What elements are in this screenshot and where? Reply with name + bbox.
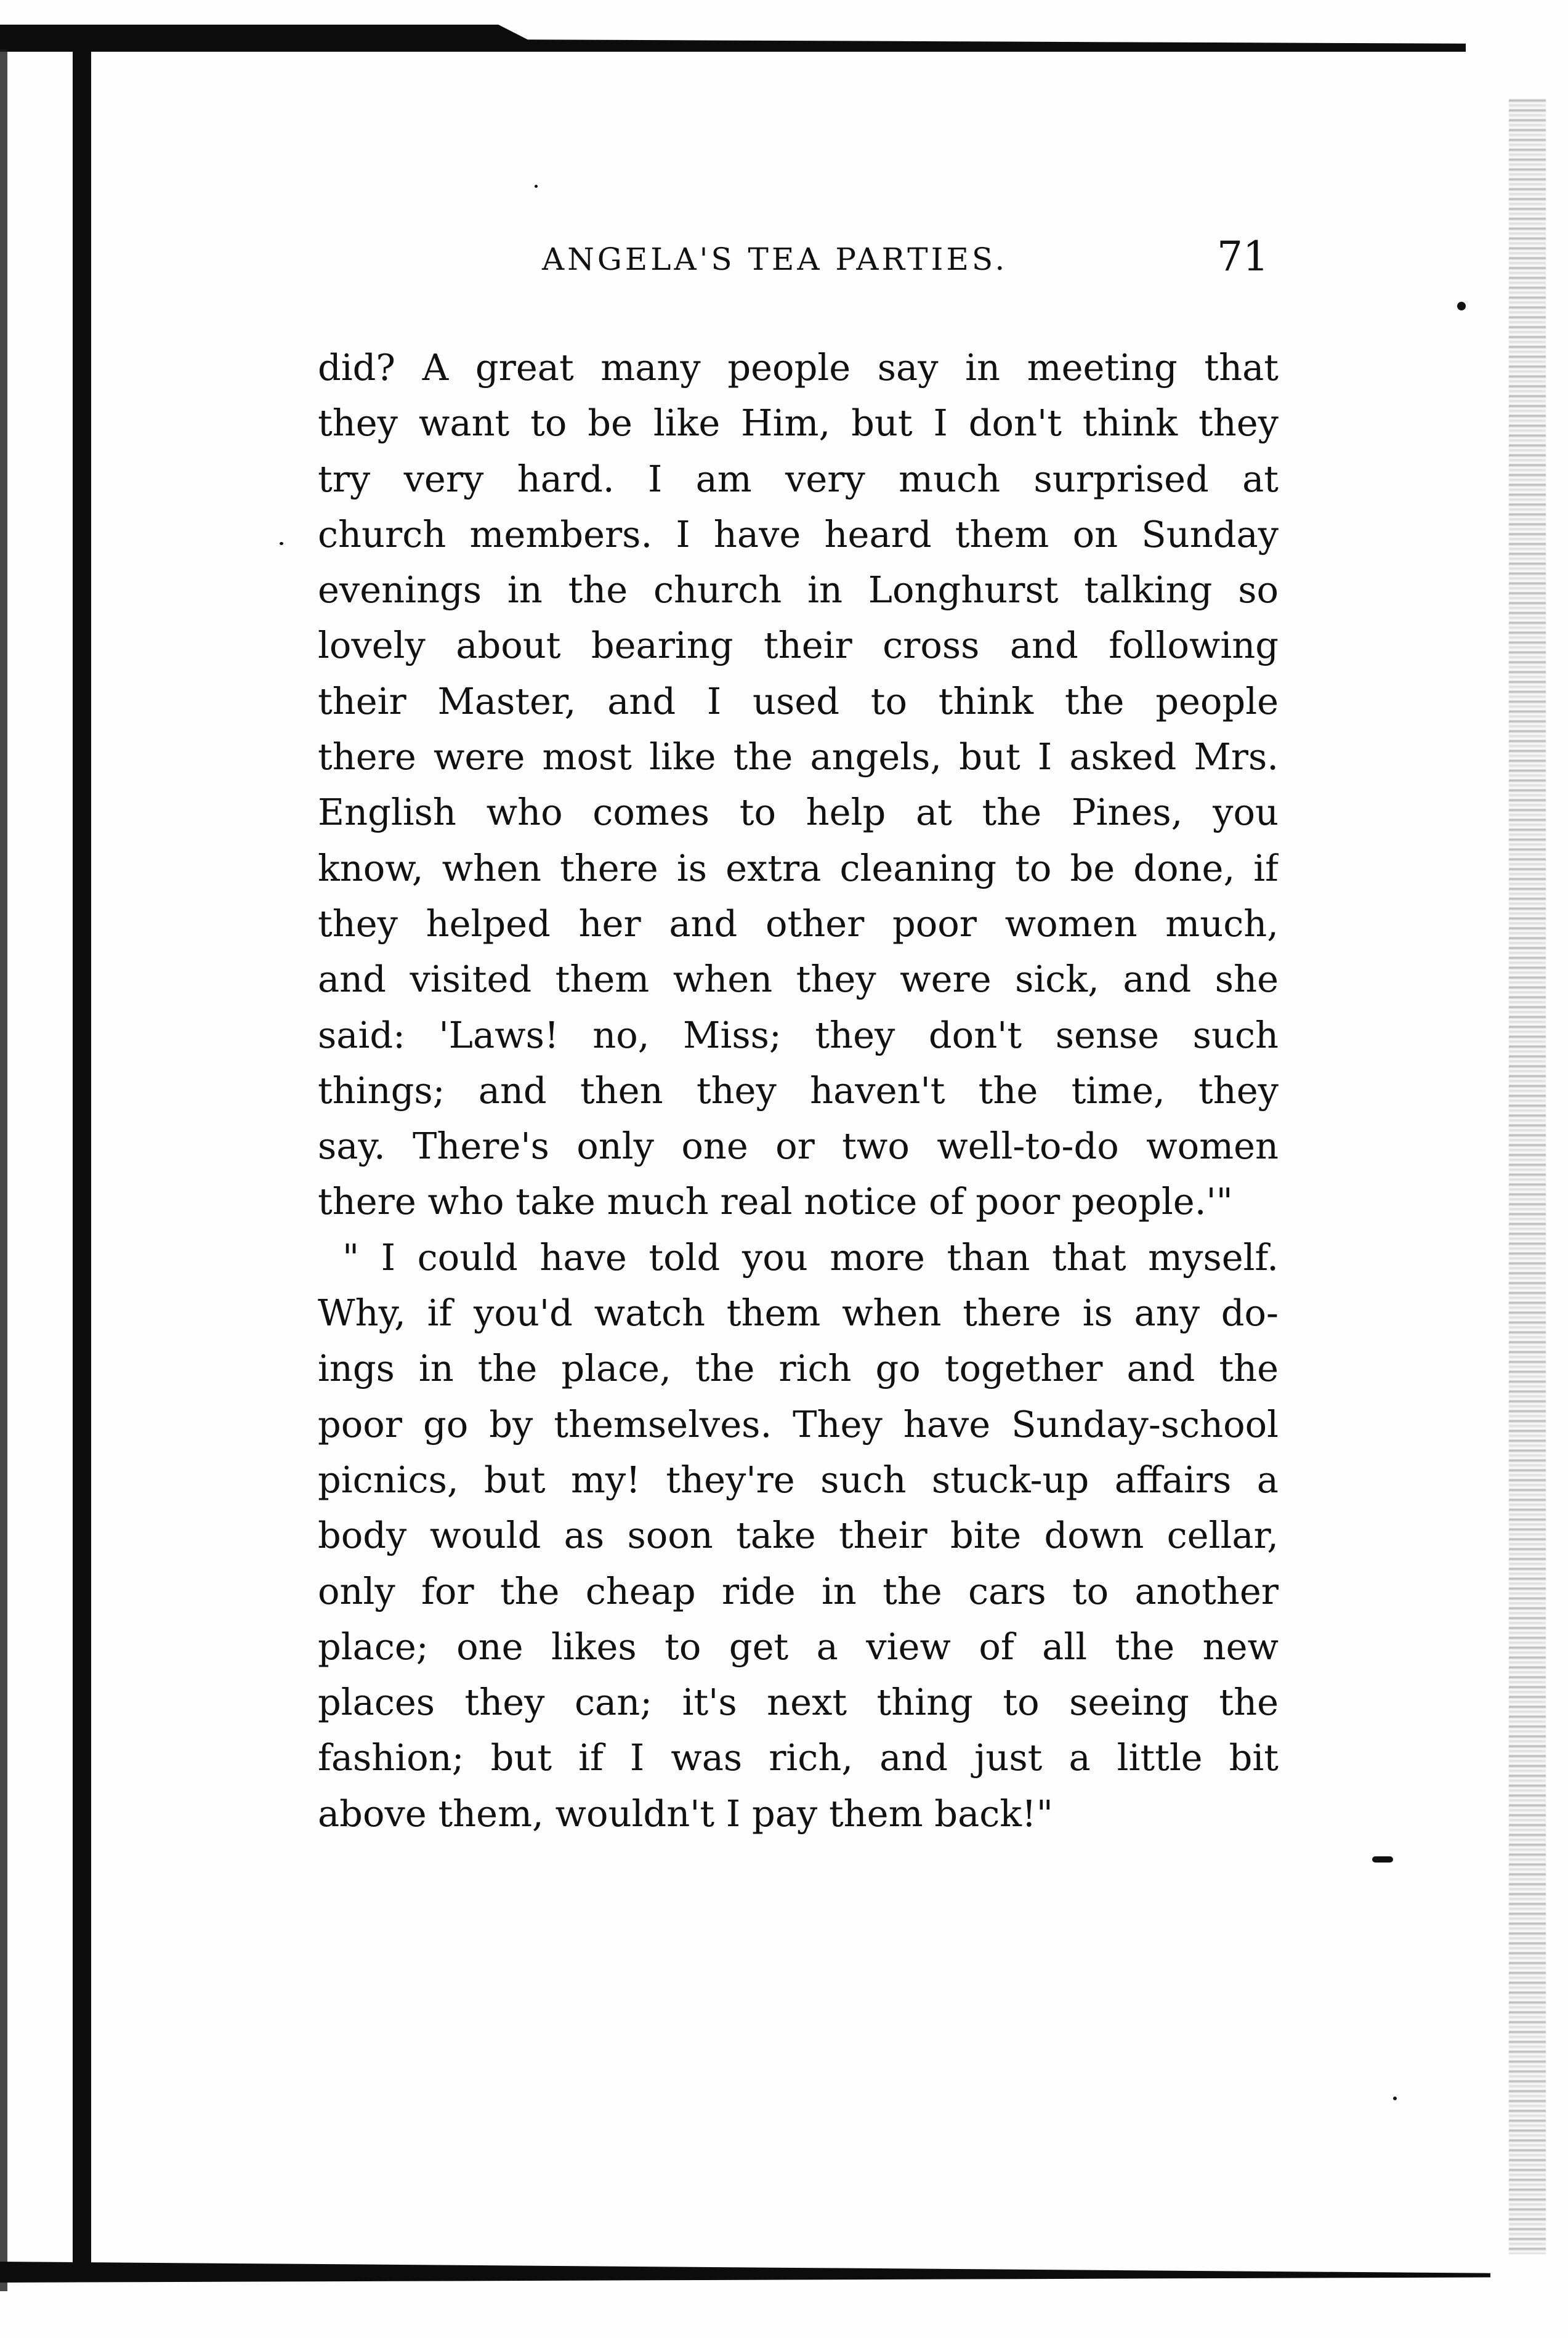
body-text <box>318 340 1279 1842</box>
running-title: ANGELA'S TEA PARTIES. <box>542 241 1008 277</box>
scan-speck <box>1372 1856 1393 1863</box>
text-line: said: 'Laws! no, Miss; they don't sense such <box>318 1013 1279 1056</box>
text-line: body would as soon take their bite down cellar, <box>318 1514 1279 1557</box>
text-line: try very hard. I am very much surprised at <box>318 457 1279 500</box>
scan-border-outer-left <box>0 49 7 2291</box>
text-line: ings in the place, the rich go together and the <box>318 1347 1279 1390</box>
scan-border-bottom <box>0 2262 1490 2283</box>
text-line: and visited them when they were sick, and she <box>318 958 1279 1001</box>
scan-speck <box>1393 2097 1397 2100</box>
scan-speck <box>1457 302 1466 310</box>
text-line: there were most like the angels, but I asked Mrs. <box>318 735 1279 779</box>
paragraph-end-line: there who take much real notice of poor people.'" <box>318 1180 1233 1223</box>
text-line: places they can; it's next thing to seeing the <box>318 1681 1279 1724</box>
text-line: only for the cheap ride in the cars to another <box>318 1569 1279 1612</box>
scan-border-left <box>73 49 91 2279</box>
text-line: English who comes to help at the Pines, you <box>318 791 1279 834</box>
text-line: place; one likes to get a view of all the new <box>318 1625 1279 1668</box>
scan-speck <box>535 185 538 188</box>
text-line: did? A great many people say in meeting that <box>318 346 1279 389</box>
scan-border-top <box>0 25 1466 52</box>
text-line: poor go by themselves. They have Sunday-school <box>318 1402 1279 1446</box>
paragraph-start-line: " I could have told you more than that myself. <box>342 1236 1279 1279</box>
running-head <box>542 233 1269 288</box>
scan-gutter-right <box>1509 99 1546 2254</box>
paragraph-end-line: above them, wouldn't I pay them back!" <box>318 1792 1053 1835</box>
text-line: fashion; but if I was rich, and just a little bit <box>318 1736 1279 1779</box>
text-line: know, when there is extra cleaning to be done, if <box>318 846 1279 889</box>
page-number: 71 <box>1217 233 1269 280</box>
text-line: things; and then they haven't the time, they <box>318 1069 1279 1112</box>
text-line: they helped her and other poor women much, <box>318 902 1279 945</box>
text-line: lovely about bearing their cross and following <box>318 624 1279 667</box>
text-line: picnics, but my! they're such stuck-up affairs a <box>318 1458 1279 1501</box>
text-line: say. There's only one or two well-to-do women <box>318 1125 1279 1168</box>
text-line: their Master, and I used to think the people <box>318 679 1279 722</box>
text-line: evenings in the church in Longhurst talking so <box>318 568 1279 612</box>
text-line: Why, if you'd watch them when there is any do- <box>318 1292 1279 1335</box>
scan-speck <box>280 542 283 545</box>
text-line: they want to be like Him, but I don't think they <box>318 402 1279 445</box>
text-line: church members. I have heard them on Sunday <box>318 512 1279 556</box>
